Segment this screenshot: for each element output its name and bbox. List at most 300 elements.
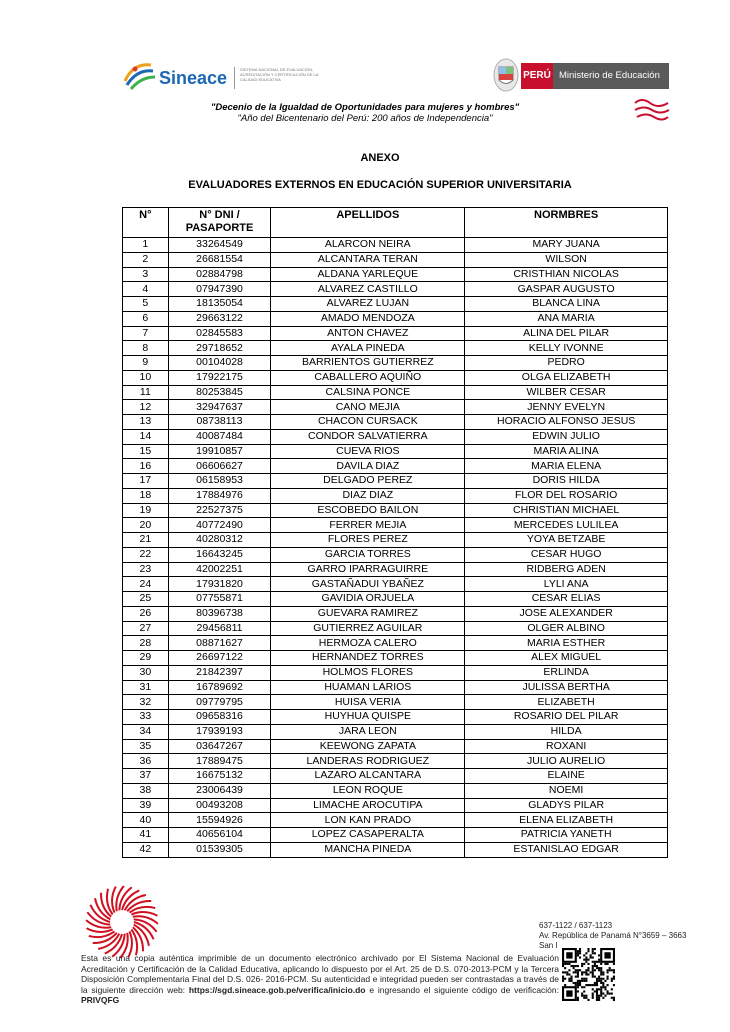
header-number: N° <box>123 208 169 238</box>
table-body <box>123 238 668 858</box>
qr-module <box>577 984 579 986</box>
qr-module <box>592 971 594 973</box>
qr-module <box>581 978 583 980</box>
row-names: CESAR ELIAS <box>465 592 668 607</box>
qr-module <box>592 948 594 950</box>
qr-module <box>583 971 585 973</box>
qr-module <box>602 973 604 975</box>
contact-address: Av. República de Panamá N°3659 – 3663 <box>539 931 687 940</box>
qr-module <box>570 978 572 980</box>
qr-module <box>566 973 568 975</box>
qr-module <box>600 982 602 984</box>
qr-module <box>604 980 606 982</box>
qr-module <box>613 978 615 980</box>
qr-module <box>585 980 587 982</box>
row-number: 28 <box>123 636 169 651</box>
row-surnames: FLORES PEREZ <box>271 533 465 548</box>
ministry-logo <box>493 58 669 92</box>
qr-module <box>600 980 602 982</box>
qr-module <box>598 959 600 961</box>
qr-module <box>575 969 577 971</box>
qr-module <box>600 973 602 975</box>
qr-module <box>587 950 589 952</box>
table-row <box>123 356 668 371</box>
row-names: CESAR HUGO <box>465 547 668 562</box>
table-row <box>123 710 668 725</box>
qr-module <box>581 995 583 997</box>
qr-module <box>564 963 566 965</box>
row-names: ALEX MIGUEL <box>465 651 668 666</box>
row-surnames: DAVILA DIAZ <box>271 459 465 474</box>
row-dni: 09779795 <box>168 695 271 710</box>
qr-module <box>577 971 579 973</box>
annex-label: ANEXO <box>360 152 400 164</box>
row-surnames: ALVAREZ LUJAN <box>271 297 465 312</box>
qr-module <box>587 963 589 965</box>
row-dni: 17931820 <box>168 577 271 592</box>
qr-module <box>596 978 598 980</box>
row-number: 7 <box>123 326 169 341</box>
qr-module <box>583 995 585 997</box>
row-names: EDWIN JULIO <box>465 429 668 444</box>
row-number: 33 <box>123 710 169 725</box>
row-names: ELAINE <box>465 769 668 784</box>
row-names: JOSE ALEXANDER <box>465 606 668 621</box>
row-surnames: ALVAREZ CASTILLO <box>271 282 465 297</box>
row-dni: 01539305 <box>168 842 271 857</box>
qr-module <box>562 980 564 982</box>
letterhead <box>0 55 730 125</box>
qr-module <box>587 984 589 986</box>
qr-module <box>590 956 592 958</box>
row-dni: 02845583 <box>168 326 271 341</box>
qr-module <box>594 969 596 971</box>
qr-module <box>611 969 613 971</box>
peru-label: PERÚ <box>521 63 553 89</box>
qr-module <box>594 952 596 954</box>
row-number: 1 <box>123 238 169 253</box>
row-number: 38 <box>123 783 169 798</box>
row-surnames: BARRIENTOS GUTIERREZ <box>271 356 465 371</box>
table-row <box>123 474 668 489</box>
qr-module <box>577 965 579 967</box>
row-dni: 33264549 <box>168 238 271 253</box>
qr-module <box>611 988 613 990</box>
row-surnames: CABALLERO AQUIÑO <box>271 370 465 385</box>
qr-module <box>585 984 587 986</box>
row-dni: 17922175 <box>168 370 271 385</box>
row-dni: 06606627 <box>168 459 271 474</box>
table-row <box>123 665 668 680</box>
qr-finder <box>604 952 610 958</box>
qr-module <box>598 997 600 999</box>
qr-module <box>600 971 602 973</box>
qr-module <box>590 971 592 973</box>
qr-module <box>577 954 579 956</box>
qr-module <box>568 973 570 975</box>
table-row <box>123 282 668 297</box>
qr-module <box>592 956 594 958</box>
row-number: 2 <box>123 252 169 267</box>
qr-module <box>587 959 589 961</box>
qr-module <box>564 967 566 969</box>
table-row <box>123 488 668 503</box>
row-number: 14 <box>123 429 169 444</box>
verify-link[interactable]: https://sgd.sineace.gob.pe/verifica/inicio.do <box>188 984 366 995</box>
qr-module <box>598 961 600 963</box>
row-number: 17 <box>123 474 169 489</box>
qr-module <box>573 982 575 984</box>
table-row <box>123 783 668 798</box>
row-names: ESTANISLAO EDGAR <box>465 842 668 857</box>
qr-module <box>581 993 583 995</box>
row-dni: 29718652 <box>168 341 271 356</box>
qr-module <box>585 978 587 980</box>
sineace-swirl-icon <box>121 59 161 93</box>
qr-module <box>581 986 583 988</box>
row-number: 24 <box>123 577 169 592</box>
row-number: 39 <box>123 798 169 813</box>
qr-module <box>613 963 615 965</box>
qr-module <box>607 984 609 986</box>
table-row <box>123 370 668 385</box>
verification-code: PRIVQFG <box>81 995 120 1005</box>
row-surnames: AMADO MENDOZA <box>271 311 465 326</box>
qr-module <box>585 971 587 973</box>
row-number: 20 <box>123 518 169 533</box>
table-row <box>123 724 668 739</box>
row-surnames: GARRO IPARRAGUIRRE <box>271 562 465 577</box>
row-names: ELENA ELIZABETH <box>465 813 668 828</box>
row-names: KELLY IVONNE <box>465 341 668 356</box>
row-names: WILBER CESAR <box>465 385 668 400</box>
row-names: OLGER ALBINO <box>465 621 668 636</box>
qr-module <box>594 963 596 965</box>
row-dni: 40087484 <box>168 429 271 444</box>
row-surnames: CALSINA PONCE <box>271 385 465 400</box>
table-row <box>123 297 668 312</box>
qr-module <box>598 969 600 971</box>
qr-module <box>568 978 570 980</box>
qr-module <box>585 997 587 999</box>
qr-module <box>596 982 598 984</box>
qr-module <box>577 999 579 1001</box>
qr-module <box>585 973 587 975</box>
header-names: NORMBRES <box>465 208 668 238</box>
row-names: ROSARIO DEL PILAR <box>465 710 668 725</box>
qr-module <box>570 965 572 967</box>
row-names: MARY JUANA <box>465 238 668 253</box>
qr-module <box>602 978 604 980</box>
qr-module <box>609 967 611 969</box>
table-row <box>123 680 668 695</box>
row-number: 21 <box>123 533 169 548</box>
header-dni-part: N° DNI / <box>199 209 240 221</box>
table-row <box>123 429 668 444</box>
qr-module <box>590 984 592 986</box>
qr-module <box>562 971 564 973</box>
row-names: JULIO AURELIO <box>465 754 668 769</box>
row-number: 4 <box>123 282 169 297</box>
row-names: MARIA ELENA <box>465 459 668 474</box>
table-row <box>123 503 668 518</box>
row-surnames: LEON ROQUE <box>271 783 465 798</box>
qr-module <box>594 990 596 992</box>
qr-module <box>596 965 598 967</box>
row-names: FLOR DEL ROSARIO <box>465 488 668 503</box>
row-dni: 09658316 <box>168 710 271 725</box>
row-number: 41 <box>123 828 169 843</box>
row-number: 16 <box>123 459 169 474</box>
row-dni: 80253845 <box>168 385 271 400</box>
row-names: DORIS HILDA <box>465 474 668 489</box>
row-surnames: FERRER MEJIA <box>271 518 465 533</box>
contact-address-cut: San I <box>539 941 558 950</box>
table-row <box>123 621 668 636</box>
qr-module <box>587 969 589 971</box>
table-row <box>123 444 668 459</box>
qr-module <box>598 954 600 956</box>
notice-tail: e ingresando el siguiente código de verificación: <box>365 984 559 995</box>
row-dni: 21842397 <box>168 665 271 680</box>
row-dni: 40280312 <box>168 533 271 548</box>
qr-module <box>592 961 594 963</box>
qr-module <box>564 978 566 980</box>
row-surnames: HUISA VERIA <box>271 695 465 710</box>
table-row <box>123 459 668 474</box>
qr-module <box>573 971 575 973</box>
row-names: GLADYS PILAR <box>465 798 668 813</box>
row-number: 18 <box>123 488 169 503</box>
row-surnames: LAZARO ALCANTARA <box>271 769 465 784</box>
table-row <box>123 813 668 828</box>
qr-module <box>596 980 598 982</box>
qr-module <box>587 948 589 950</box>
qr-module <box>577 997 579 999</box>
row-names: ROXANI <box>465 739 668 754</box>
row-names: ANA MARIA <box>465 311 668 326</box>
qr-module <box>609 993 611 995</box>
table-row <box>123 636 668 651</box>
table-row <box>123 518 668 533</box>
qr-finder <box>566 990 572 996</box>
qr-module <box>607 993 609 995</box>
row-number: 31 <box>123 680 169 695</box>
qr-module <box>607 963 609 965</box>
row-names: PEDRO <box>465 356 668 371</box>
peru-coat-of-arms-icon <box>493 58 519 92</box>
row-dni: 18135054 <box>168 297 271 312</box>
row-dni: 32947637 <box>168 400 271 415</box>
qr-module <box>598 976 600 978</box>
qr-module <box>596 967 598 969</box>
qr-module <box>611 997 613 999</box>
qr-module <box>577 973 579 975</box>
qr-module <box>613 997 615 999</box>
qr-module <box>575 984 577 986</box>
contact-info <box>539 921 686 951</box>
qr-module <box>596 993 598 995</box>
row-names: MARIA ESTHER <box>465 636 668 651</box>
qr-module <box>604 963 606 965</box>
qr-module <box>573 965 575 967</box>
table-row <box>123 415 668 430</box>
qr-module <box>604 986 606 988</box>
qr-module <box>613 976 615 978</box>
qr-module <box>596 995 598 997</box>
row-names: RIDBERG ADEN <box>465 562 668 577</box>
qr-module <box>613 971 615 973</box>
qr-module <box>592 995 594 997</box>
row-surnames: GUTIERREZ AGUILAR <box>271 621 465 636</box>
row-dni: 00493208 <box>168 798 271 813</box>
qr-module <box>575 982 577 984</box>
qr-module <box>583 978 585 980</box>
row-surnames: HERNANDEZ TORRES <box>271 651 465 666</box>
row-number: 26 <box>123 606 169 621</box>
qr-module <box>596 984 598 986</box>
qr-module <box>579 956 581 958</box>
seal-stroke <box>87 928 113 932</box>
qr-module <box>604 995 606 997</box>
row-surnames: GAVIDIA ORJUELA <box>271 592 465 607</box>
row-number: 22 <box>123 547 169 562</box>
qr-module <box>607 971 609 973</box>
qr-module <box>583 963 585 965</box>
row-number: 9 <box>123 356 169 371</box>
table-row <box>123 267 668 282</box>
row-surnames: CONDOR SALVATIERRA <box>271 429 465 444</box>
row-number: 15 <box>123 444 169 459</box>
table-row <box>123 606 668 621</box>
qr-module <box>609 969 611 971</box>
qr-module <box>598 988 600 990</box>
qr-module <box>585 959 587 961</box>
row-names: JENNY EVELYN <box>465 400 668 415</box>
row-names: YOYA BETZABE <box>465 533 668 548</box>
row-names: HORACIO ALFONSO JESUS <box>465 415 668 430</box>
row-surnames: GARCIA TORRES <box>271 547 465 562</box>
qr-module <box>592 952 594 954</box>
qr-module <box>602 997 604 999</box>
qr-module <box>607 978 609 980</box>
qr-module <box>585 969 587 971</box>
row-surnames: CANO MEJIA <box>271 400 465 415</box>
row-dni: 08738113 <box>168 415 271 430</box>
row-names: NOEMI <box>465 783 668 798</box>
row-dni: 19910857 <box>168 444 271 459</box>
qr-module <box>583 954 585 956</box>
row-number: 3 <box>123 267 169 282</box>
table-row <box>123 533 668 548</box>
row-surnames: GASTAÑADUI YBAÑEZ <box>271 577 465 592</box>
table-row <box>123 311 668 326</box>
qr-module <box>596 988 598 990</box>
row-names: LYLI ANA <box>465 577 668 592</box>
row-dni: 08871627 <box>168 636 271 651</box>
qr-module <box>613 999 615 1001</box>
row-number: 32 <box>123 695 169 710</box>
row-number: 37 <box>123 769 169 784</box>
qr-module <box>579 950 581 952</box>
row-surnames: LANDERAS RODRIGUEZ <box>271 754 465 769</box>
qr-module <box>579 982 581 984</box>
qr-module <box>587 999 589 1001</box>
qr-module <box>581 980 583 982</box>
contact-phone: 637-1122 / 637-1123 <box>539 921 613 930</box>
row-surnames: ALCANTARA TERAN <box>271 252 465 267</box>
row-dni: 22527375 <box>168 503 271 518</box>
row-surnames: HERMOZA CALERO <box>271 636 465 651</box>
qr-module <box>596 961 598 963</box>
qr-module <box>575 971 577 973</box>
qr-module <box>583 986 585 988</box>
qr-module <box>592 967 594 969</box>
qr-module <box>577 982 579 984</box>
table-row <box>123 326 668 341</box>
table-row <box>123 769 668 784</box>
row-names: PATRICIA YANETH <box>465 828 668 843</box>
row-number: 35 <box>123 739 169 754</box>
row-surnames: LIMACHE AROCUTIPA <box>271 798 465 813</box>
row-number: 10 <box>123 370 169 385</box>
row-surnames: ALDANA YARLEQUE <box>271 267 465 282</box>
seal-stroke <box>112 887 116 913</box>
row-number: 11 <box>123 385 169 400</box>
qr-module <box>596 990 598 992</box>
qr-module <box>611 980 613 982</box>
row-number: 40 <box>123 813 169 828</box>
qr-module <box>579 980 581 982</box>
qr-module <box>594 965 596 967</box>
qr-module <box>585 952 587 954</box>
sineace-seal-icon <box>84 884 160 960</box>
row-names: HILDA <box>465 724 668 739</box>
qr-module <box>594 982 596 984</box>
row-number: 25 <box>123 592 169 607</box>
row-number: 12 <box>123 400 169 415</box>
row-dni: 29456811 <box>168 621 271 636</box>
row-surnames: ANTON CHAVEZ <box>271 326 465 341</box>
row-number: 34 <box>123 724 169 739</box>
row-names: ALINA DEL PILAR <box>465 326 668 341</box>
row-dni: 03647267 <box>168 739 271 754</box>
qr-code-icon <box>562 948 615 1001</box>
qr-module <box>570 980 572 982</box>
qr-module <box>562 976 564 978</box>
row-dni: 42002251 <box>168 562 271 577</box>
table-row <box>123 592 668 607</box>
qr-module <box>568 980 570 982</box>
notice-text: Esta es una copia auténtica imprimible de un documento electrónico archivado por El Sistema Nacional de Evaluación Acreditación y Certificación de la Calidad Educativa, aplicando lo dispuesto por el Art. 25 de D.S. 070-2013-PCM y la Tercera Disposición Complementaria Final del D.S. 026- 2016-PCM. Su autenticidad e integridad pueden ser contrastadas a través de la siguiente dirección web: <box>81 953 559 995</box>
qr-module <box>592 969 594 971</box>
qr-module <box>579 984 581 986</box>
qr-module <box>564 984 566 986</box>
qr-module <box>602 971 604 973</box>
qr-module <box>564 971 566 973</box>
ministry-name: Ministerio de Educación <box>553 63 669 89</box>
table-row <box>123 385 668 400</box>
table-row <box>123 754 668 769</box>
row-surnames: KEEWONG ZAPATA <box>271 739 465 754</box>
qr-module <box>594 961 596 963</box>
qr-module <box>602 982 604 984</box>
qr-module <box>568 969 570 971</box>
qr-module <box>596 999 598 1001</box>
qr-module <box>592 993 594 995</box>
table-row <box>123 400 668 415</box>
row-dni: 02884798 <box>168 267 271 282</box>
